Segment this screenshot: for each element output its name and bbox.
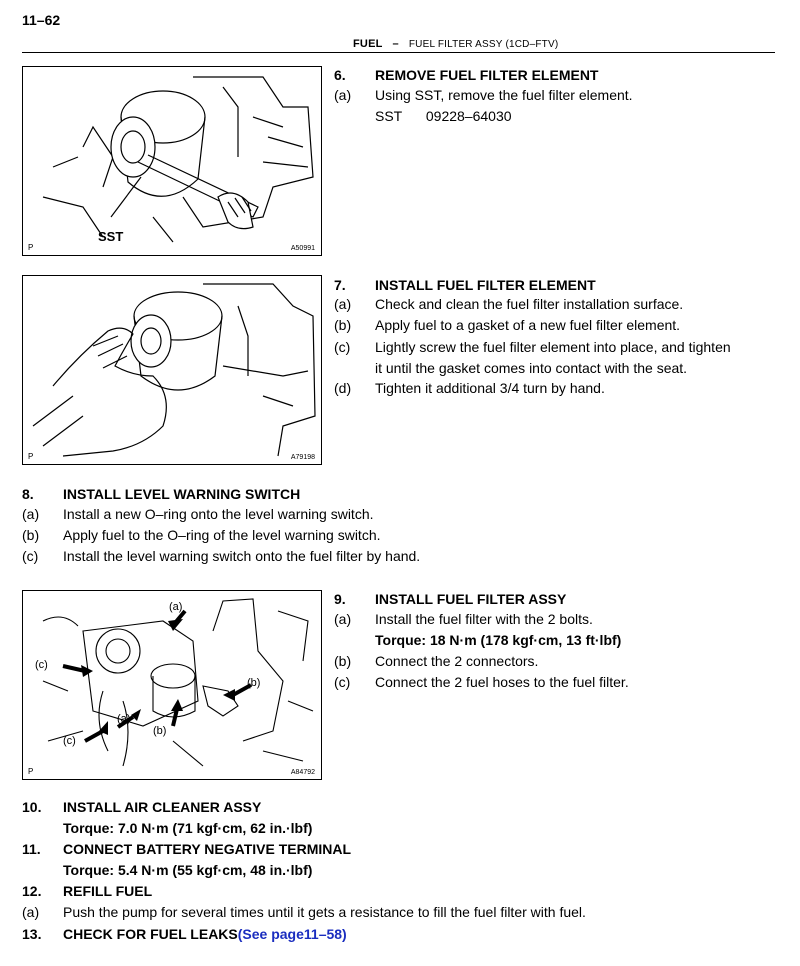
step-8a-label: (a) — [22, 506, 40, 522]
step-12a-label: (a) — [22, 904, 40, 920]
step-7c-label: (c) — [334, 339, 351, 355]
step-8-number: 8. — [22, 486, 34, 502]
step-7a-label: (a) — [334, 296, 352, 312]
step-6a-text: Using SST, remove the fuel filter element. — [375, 87, 633, 103]
step-7b-text: Apply fuel to a gasket of a new fuel filter element. — [375, 317, 681, 333]
step-13-title-line — [63, 925, 347, 943]
step-7c-continued: it until the gasket comes into contact with the seat. — [375, 360, 688, 376]
step-7a-text: Check and clean the fuel filter installation surface. — [375, 296, 684, 312]
callout-c-bottom: (c) — [63, 735, 76, 747]
step-7d-text: Tighten it additional 3/4 turn by hand. — [375, 380, 605, 396]
header-rule — [22, 52, 775, 53]
step-10-torque: Torque: 7.0 N·m (71 kgf·cm, 62 in.·lbf) — [63, 820, 313, 836]
step-9-number: 9. — [334, 591, 346, 607]
sst-number: 09228–64030 — [425, 108, 512, 124]
step-7-number: 7. — [334, 277, 346, 293]
header-separator: – — [392, 38, 399, 50]
step-13-number: 13. — [22, 926, 42, 942]
step-6-number: 6. — [334, 67, 346, 83]
step-12a-text: Push the pump for several times until it gets a resistance to fill the fuel filter with fuel. — [63, 904, 586, 920]
figure-mark: P — [28, 767, 34, 776]
step-9b-text: Connect the 2 connectors. — [375, 653, 539, 669]
figure-code: A84792 — [290, 769, 315, 776]
sst-line-label: SST — [375, 108, 402, 124]
page-header — [353, 38, 558, 50]
header-subtitle: FUEL FILTER ASSY (1CD–FTV) — [408, 39, 559, 50]
step-13-title: CHECK FOR FUEL LEAKS — [63, 926, 238, 942]
figure-remove-filter-drawing — [23, 67, 321, 255]
step-9-title: INSTALL FUEL FILTER ASSY — [375, 591, 567, 607]
callout-b-right: (b) — [247, 677, 261, 689]
figure-install-assy-drawing — [23, 591, 321, 779]
callout-a-bottom: (a) — [117, 713, 131, 725]
step-7-title: INSTALL FUEL FILTER ELEMENT — [375, 277, 596, 293]
header-section: FUEL — [353, 38, 383, 50]
step-6a-label: (a) — [334, 87, 352, 103]
callout-c-left: (c) — [35, 659, 48, 671]
step-7b-label: (b) — [334, 317, 352, 333]
figure-code: A50991 — [290, 245, 315, 252]
figure-mark: P — [28, 452, 34, 461]
figure-remove-filter — [22, 66, 322, 256]
see-page-link[interactable]: (See page11–58) — [237, 926, 347, 942]
callout-a-top: (a) — [169, 601, 183, 613]
step-9a-text: Install the fuel filter with the 2 bolts. — [375, 611, 593, 627]
step-7d-label: (d) — [334, 380, 352, 396]
step-8b-label: (b) — [22, 527, 40, 543]
step-9c-text: Connect the 2 fuel hoses to the fuel filter. — [375, 674, 629, 690]
step-8c-text: Install the level warning switch onto the fuel filter by hand. — [63, 548, 421, 564]
step-9c-label: (c) — [334, 674, 351, 690]
step-9-torque: Torque: 18 N·m (178 kgf·cm, 13 ft·lbf) — [375, 632, 622, 648]
step-8-title: INSTALL LEVEL WARNING SWITCH — [63, 486, 301, 502]
step-10-title: INSTALL AIR CLEANER ASSY — [63, 799, 262, 815]
step-11-number: 11. — [22, 841, 41, 857]
figure-install-element-drawing — [23, 276, 321, 464]
step-8b-text: Apply fuel to the O–ring of the level warning switch. — [63, 527, 381, 543]
step-7c-text: Lightly screw the fuel filter element into place, and tighten — [375, 339, 731, 355]
step-9a-label: (a) — [334, 611, 352, 627]
step-8c-label: (c) — [22, 548, 39, 564]
figure-install-assy — [22, 590, 322, 780]
step-12-number: 12. — [22, 883, 42, 899]
step-11-title: CONNECT BATTERY NEGATIVE TERMINAL — [63, 841, 352, 857]
step-8a-text: Install a new O–ring onto the level warning switch. — [63, 506, 374, 522]
step-11-torque: Torque: 5.4 N·m (55 kgf·cm, 48 in.·lbf) — [63, 862, 313, 878]
step-6-title: REMOVE FUEL FILTER ELEMENT — [375, 67, 599, 83]
sst-label: SST — [98, 229, 124, 244]
page-number: 11–62 — [22, 12, 61, 28]
step-9b-label: (b) — [334, 653, 352, 669]
step-12-title: REFILL FUEL — [63, 883, 153, 899]
step-10-number: 10. — [22, 799, 42, 815]
callout-b-bottom: (b) — [153, 725, 167, 737]
figure-install-element — [22, 275, 322, 465]
figure-code: A79198 — [290, 454, 315, 461]
figure-mark: P — [28, 243, 34, 252]
sst-line — [375, 107, 512, 125]
